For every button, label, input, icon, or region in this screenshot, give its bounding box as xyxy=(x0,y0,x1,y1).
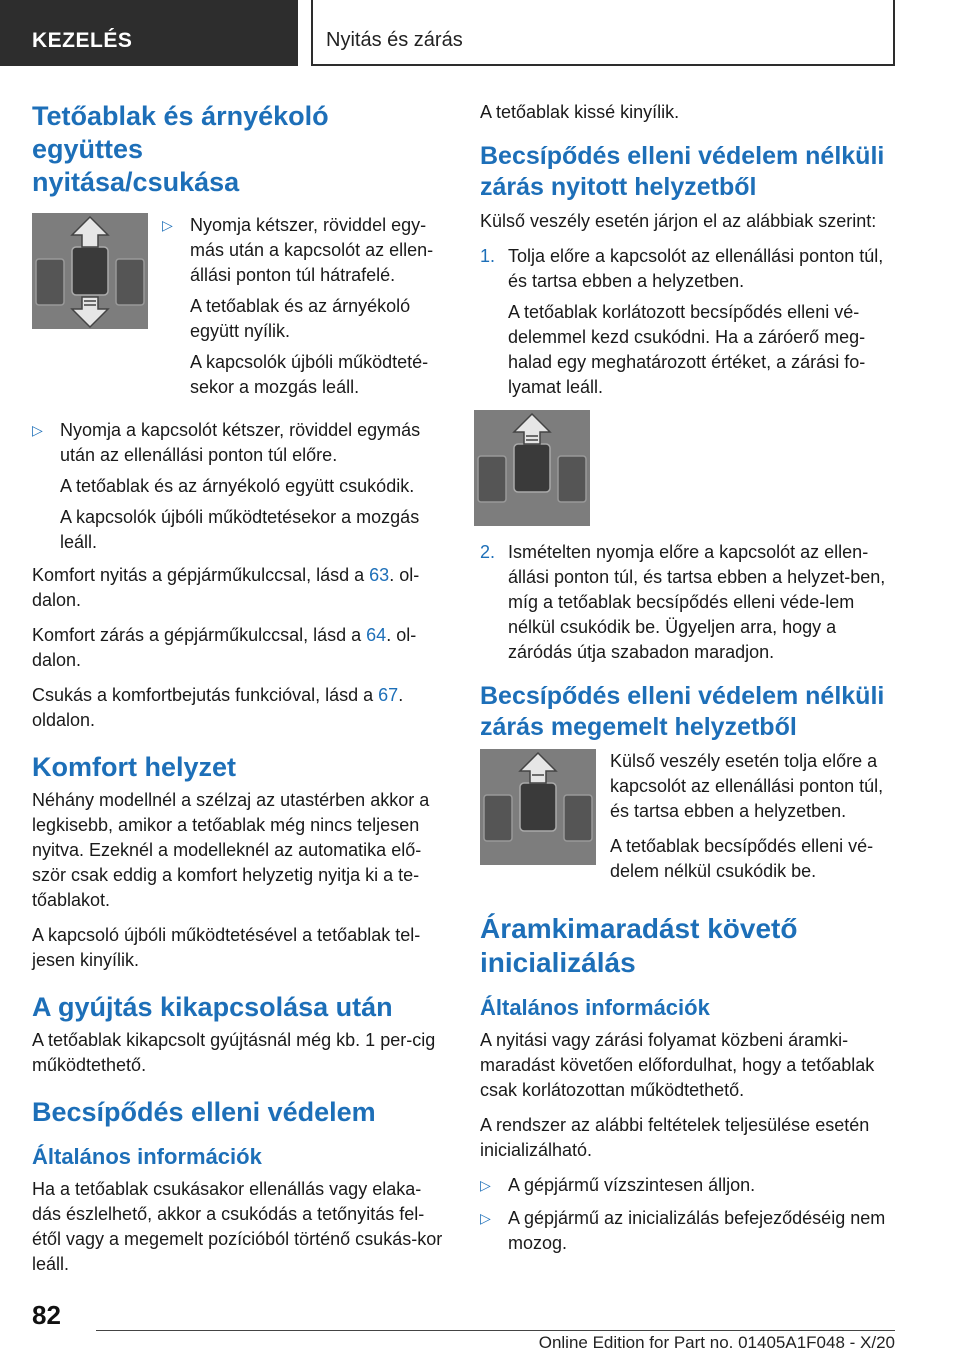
bullet-item: ▷ A gépjármű vízszintesen álljon. xyxy=(480,1173,898,1198)
bullet-item: ▷ Nyomja a kapcsolót kétszer, röviddel egymás után az ellenállási ponton túl előre. A tetőablak és az árnyékoló együtt csukódik. A kapcsolók újbóli működtetésekor a mozgás leáll. xyxy=(32,420,421,552)
triangle-bullet-icon: ▷ xyxy=(480,1177,491,1193)
left-column: Tetőablak és árnyékoló együttes nyitása/csukása ▷ Nyomja kétszer, röviddel egy-más után a kapcsolót az ellen-állási ponton túl hátrafelé. A tetőablak és az árnyékoló együtt nyílik. A kapcsolók újbóli működteté-sekor a mozgás leáll. ▷ Nyomja a kapcsolót kétszer, röviddel egymás után az ellenállási ponton túl előre. A tetőablak és az árnyékoló együtt csukódik. A kapcsolók újbóli működtetésekor a mozgás leáll. Komfort nyitás a gépjárműkulccsal, lásd a 63. ol-dalon. Komfort zárás a gépjárműkulccsal, lásd a 64. ol-dalon. Csukás a komfortbejutás funkcióval, lásd a 67. oldalon. Komfort helyzet Néhány modellnél a szélzaj az utastérben akkor a legkisebb, amikor a tetőablak még nincs teljesen nyitva. Ezeknél a modelleknél az automatika elő-ször csak eddig a komfort helyzetig nyitja ki a te-tőablakot. A kapcsoló újbóli működtetésével a tetőablak tel-jesen kinyílik. A gyújtás kikapcsolása után A tetőablak kikapcsolt gyújtásnál még kb. 1 per-cig működtethető. Becsípődés elleni védelem Általános információk Ha a tetőablak csukásakor ellenállás vagy elaka-dás észlelhető, akkor a csukódás a tetőnyitás fel-étől vagy a megemelt pozícióból történő csukás-kor leáll. xyxy=(32,100,447,1287)
subheading-altalanos: Általános információk xyxy=(32,1144,262,1169)
step-2: 2. Ismételten nyomja előre a kapcsolót az ellen-állási ponton túl, és tartsa ebben a helyzet-ben, míg a tetőablak becsípődés elleni véde-lem nélkül csukódik be. Ügyeljen arra, hogy a záródás útja szabadon maradjon. xyxy=(480,542,886,662)
heading-megemelt-helyzet: Becsípődés elleni védelem nélküli zárás megemelt helyzetből xyxy=(480,682,885,741)
heading-komfort-helyzet: Komfort helyzet xyxy=(32,752,237,782)
triangle-bullet-icon: ▷ xyxy=(162,217,173,233)
switch-raised-illustration xyxy=(480,749,596,865)
page-link-63[interactable]: 63 xyxy=(369,565,390,585)
page-link-64[interactable]: 64 xyxy=(366,625,387,645)
switch-back-section xyxy=(32,213,447,408)
heading-aramkimaradas: Áramkimaradást követő inicializálás xyxy=(480,913,798,978)
raised-position-section: Külső veszély esetén tolja előre a kapcsolót az ellenállási ponton túl, és tartsa ebben a helyzetben. A tetőablak becsípődés elleni vé-delem nélkül csukódik be. xyxy=(480,749,898,894)
triangle-bullet-icon: ▷ xyxy=(480,1210,491,1226)
page-link-67[interactable]: 67 xyxy=(378,685,399,705)
right-column: A tetőablak kissé kinyílik. Becsípődés elleni védelem nélküli zárás nyitott helyzetből Külső veszély esetén járjon el az alábbiak szerint: 1. Tolja előre a kapcsolót az ellenállási ponton túl, és tartsa ebben a helyzetben. A tetőablak korlátozott becsípődés elleni vé-delemmel kezd csukódni. Ha a záróerő meg-halad egy meghatározott értéket, a zárási fo-lyamat leáll. 2. Ismételten nyomja előre a kapcsolót az ellen-állási ponton túl, és tartsa ebben a helyzet-ben, míg a tetőablak becsípődés elleni véde-lem nélkül csukódik be. Ügyeljen arra, hogy a záródás útja szabadon maradjon. Becsípődés elleni védelem nélküli zárás megemelt helyzetből Külső veszély esetén tolja előre a kapcsolót az ellenállási ponton túl, és tartsa ebben a helyzetben. A tetőablak becsípődés elleni vé-delem nélkül csukódik be. Áramkimaradást követő inicializálás Általános információk A nyitási vagy zárási folyamat közbeni áramki-maradást követően előfordulhat, hogy a tetőablak csak korlátozottan működtethető. A rendszer az alábbi feltételek teljesülése esetén inicializálható. ▷ A gépjármű vízszintesen álljon. ▷ A gépjármű az inicializálás befejeződéséig nem mozog. xyxy=(480,100,898,1264)
heading-becsipodes: Becsípődés elleni védelem xyxy=(32,1097,376,1127)
reference-comfort-access: Csukás a komfortbejutás funkcióval, lásd a 67. oldalon. xyxy=(32,685,404,730)
footer-divider xyxy=(96,1330,895,1331)
reference-comfort-open: Komfort nyitás a gépjárműkulccsal, lásd a 63. ol-dalon. xyxy=(32,565,420,610)
page-number: 82 xyxy=(32,1300,61,1330)
heading-nyitott-helyzet: Becsípődés elleni védelem nélküli zárás nyitott helyzetből xyxy=(480,142,885,201)
triangle-bullet-icon: ▷ xyxy=(32,422,43,438)
subheading-altalanos-2: Általános információk xyxy=(480,995,710,1020)
section-tab: KEZELÉS xyxy=(0,0,298,66)
bullet-item: ▷ Nyomja kétszer, röviddel egy-más után a kapcsolót az ellen-állási ponton túl hátrafelé. A tetőablak és az árnyékoló együtt nyílik. A kapcsolók újbóli működteté-sekor a mozgás leáll. xyxy=(162,215,434,397)
chapter-title: Nyitás és zárás xyxy=(311,0,895,66)
reference-comfort-close: Komfort zárás a gépjárműkulccsal, lásd a 64. ol-dalon. xyxy=(32,625,417,670)
bullet-item: ▷ A gépjármű az inicializálás befejeződéséig nem mozog. xyxy=(480,1208,886,1253)
switch-push-back-illustration xyxy=(32,213,148,329)
footer-edition: Online Edition for Part no. 01405A1F048 - X/20 xyxy=(538,1333,895,1352)
switch-push-forward-illustration xyxy=(474,410,590,526)
heading-tetoablak-arnyekolo: Tetőablak és árnyékoló együttes nyitása/csukása xyxy=(32,101,329,197)
step-1: 1. Tolja előre a kapcsolót az ellenállási ponton túl, és tartsa ebben a helyzetben. A tetőablak korlátozott becsípődés elleni vé-delemmel kezd csukódni. Ha a záróerő meg-halad egy meghatározott értéket, a zárási fo-lyamat leáll. xyxy=(480,246,884,397)
heading-gyujtas: A gyújtás kikapcsolása után xyxy=(32,992,393,1022)
